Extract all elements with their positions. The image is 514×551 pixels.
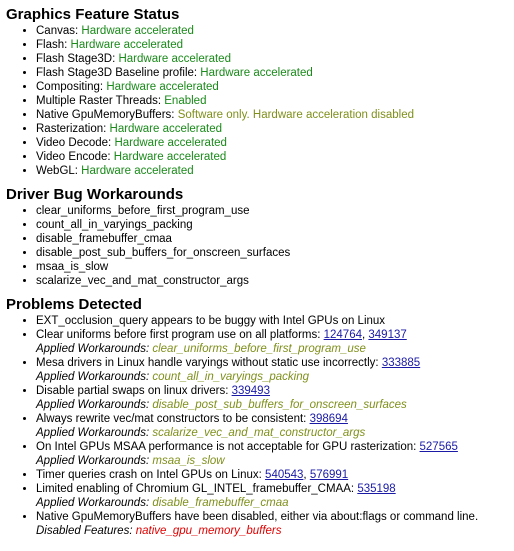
workaround-item: • disable_post_sub_buffers_for_onscreen_surfaces	[36, 246, 508, 260]
feature-status: Hardware accelerated	[70, 39, 184, 51]
bug-link[interactable]: 349137	[368, 329, 407, 341]
problem-text: Native GpuMemoryBuffers have been disabled, either via about:flags or command line.	[36, 511, 479, 523]
problem-item	[36, 440, 508, 468]
problem-item	[36, 412, 508, 440]
bug-link[interactable]: 535198	[357, 483, 396, 495]
feature-item-canvas: • Canvas: Hardware accelerated	[36, 24, 508, 38]
disabled-features	[36, 524, 508, 538]
feature-item-video-encode: • Video Encode: Hardware accelerated	[36, 150, 508, 164]
applied-workarounds	[36, 426, 508, 440]
feature-name: Rasterization	[36, 123, 104, 135]
applied-workarounds	[36, 454, 508, 468]
problem-item	[36, 356, 508, 384]
applied-workarounds-label: Applied Workarounds:	[36, 399, 150, 411]
bug-link[interactable]: 124764	[323, 329, 362, 341]
problem-text: Clear uniforms before first program use on all platforms:	[36, 329, 321, 341]
bug-link[interactable]: 398694	[309, 413, 348, 425]
problem-item: • Timer queries crash on Intel GPUs on Linux: 540543, 576991	[36, 468, 508, 482]
feature-item-native-gpumemorybuffers: • Native GpuMemoryBuffers: Software only. Hardware acceleration disabled	[36, 108, 508, 122]
problem-text: On Intel GPUs MSAA performance is not acceptable for GPU rasterization:	[36, 441, 417, 453]
applied-workaround-value: disable_post_sub_buffers_for_onscreen_surfaces	[152, 399, 407, 411]
problem-text: Disable partial swaps on linux drivers:	[36, 385, 229, 397]
problem-item: • Clear uniforms before first program use on all platforms: 124764, 349137 Applied Workarounds: clear_uniforms_before_first_program_use	[36, 328, 508, 356]
disabled-feature-value: native_gpu_memory_buffers	[135, 525, 282, 537]
applied-workarounds-label: Applied Workarounds:	[36, 497, 150, 509]
feature-status: Hardware accelerated	[113, 151, 227, 163]
bug-link[interactable]: 339493	[231, 385, 270, 397]
problems-detected-heading: Problems Detected	[6, 296, 142, 313]
bug-link[interactable]: 540543	[265, 469, 304, 481]
feature-name: Video Encode	[36, 151, 108, 163]
driver-workaround-list	[6, 204, 508, 288]
workaround-item: • msaa_is_slow	[36, 260, 508, 274]
problem-text: Mesa drivers in Linux handle varyings without static use incorrectly:	[36, 357, 379, 369]
feature-item-flash-stage3d: • Flash Stage3D: Hardware accelerated	[36, 52, 508, 66]
problem-item	[36, 384, 508, 412]
feature-name: Flash	[36, 39, 65, 51]
feature-status: Enabled	[164, 95, 207, 107]
bug-link[interactable]: 527565	[419, 441, 458, 453]
problem-text: Always rewrite vec/mat constructors to be consistent:	[36, 413, 307, 425]
feature-status: Hardware accelerated	[81, 25, 194, 37]
feature-status: Hardware accelerated	[106, 81, 219, 93]
feature-status: Hardware accelerated	[118, 53, 231, 65]
applied-workarounds	[36, 496, 508, 510]
feature-name: Flash Stage3D Baseline profile	[36, 67, 194, 79]
applied-workaround-value: msaa_is_slow	[152, 455, 225, 467]
problems-list	[6, 314, 508, 538]
problem-item	[36, 482, 508, 510]
bug-link[interactable]: 333885	[381, 357, 421, 369]
problem-text: Limited enabling of Chromium GL_INTEL_framebuffer_CMAA:	[36, 483, 355, 495]
feature-item-compositing: • Compositing: Hardware accelerated	[36, 80, 508, 94]
feature-item-webgl: • WebGL: Hardware accelerated	[36, 164, 508, 178]
feature-name: Compositing	[36, 81, 100, 93]
bug-link[interactable]: 576991	[309, 469, 349, 481]
feature-name: Multiple Raster Threads	[36, 95, 158, 107]
feature-name: WebGL	[36, 165, 75, 177]
applied-workaround-value: disable_framebuffer_cmaa	[152, 497, 289, 509]
applied-workarounds-label: Applied Workarounds:	[36, 371, 150, 383]
feature-status: Hardware accelerated	[81, 165, 194, 177]
feature-item-rasterization: • Rasterization: Hardware accelerated	[36, 122, 508, 136]
driver-bug-workarounds-heading: Driver Bug Workarounds	[6, 186, 184, 203]
feature-status: Hardware accelerated	[114, 137, 227, 149]
section-spacer	[6, 288, 508, 296]
feature-item-flash: • Flash: Hardware accelerated	[36, 38, 508, 52]
problem-item	[36, 510, 508, 538]
applied-workarounds	[36, 342, 508, 356]
feature-status: Hardware accelerated	[200, 67, 313, 79]
problem-text: EXT_occlusion_query appears to be buggy with Intel GPUs on Linux	[36, 315, 386, 327]
applied-workarounds-label: Applied Workarounds:	[36, 455, 150, 467]
applied-workaround-value: scalarize_vec_and_mat_constructor_args	[152, 427, 366, 439]
applied-workarounds-label: Applied Workarounds:	[36, 343, 150, 355]
feature-name: Video Decode	[36, 137, 109, 149]
feature-name: Canvas	[36, 25, 75, 37]
applied-workarounds	[36, 398, 508, 412]
feature-name: Flash Stage3D	[36, 53, 113, 65]
feature-item-flash-stage3d-baseline: • Flash Stage3D Baseline profile: Hardware accelerated	[36, 66, 508, 80]
feature-name: Native GpuMemoryBuffers	[36, 109, 172, 121]
workaround-item: • scalarize_vec_and_mat_constructor_args	[36, 274, 508, 288]
feature-item-video-decode: • Video Decode: Hardware accelerated	[36, 136, 508, 150]
applied-workaround-value: clear_uniforms_before_first_program_use	[152, 343, 366, 355]
workaround-item: • clear_uniforms_before_first_program_use	[36, 204, 508, 218]
problem-text: Timer queries crash on Intel GPUs on Linux:	[36, 469, 262, 481]
applied-workarounds-label: Applied Workarounds:	[36, 427, 150, 439]
feature-status: Software only. Hardware acceleration disabled	[177, 109, 414, 121]
feature-status: Hardware accelerated	[109, 123, 223, 135]
workaround-item: • disable_framebuffer_cmaa	[36, 232, 508, 246]
graphics-feature-status-heading: Graphics Feature Status	[6, 6, 180, 23]
applied-workaround-value: count_all_in_varyings_packing	[152, 371, 309, 383]
workaround-item: • count_all_in_varyings_packing	[36, 218, 508, 232]
applied-workarounds	[36, 370, 508, 384]
problem-item	[36, 314, 508, 328]
section-spacer	[6, 178, 508, 186]
feature-item-multiple-raster-threads: • Multiple Raster Threads: Enabled	[36, 94, 508, 108]
graphics-feature-list	[6, 24, 508, 178]
disabled-features-label: Disabled Features:	[36, 525, 133, 537]
